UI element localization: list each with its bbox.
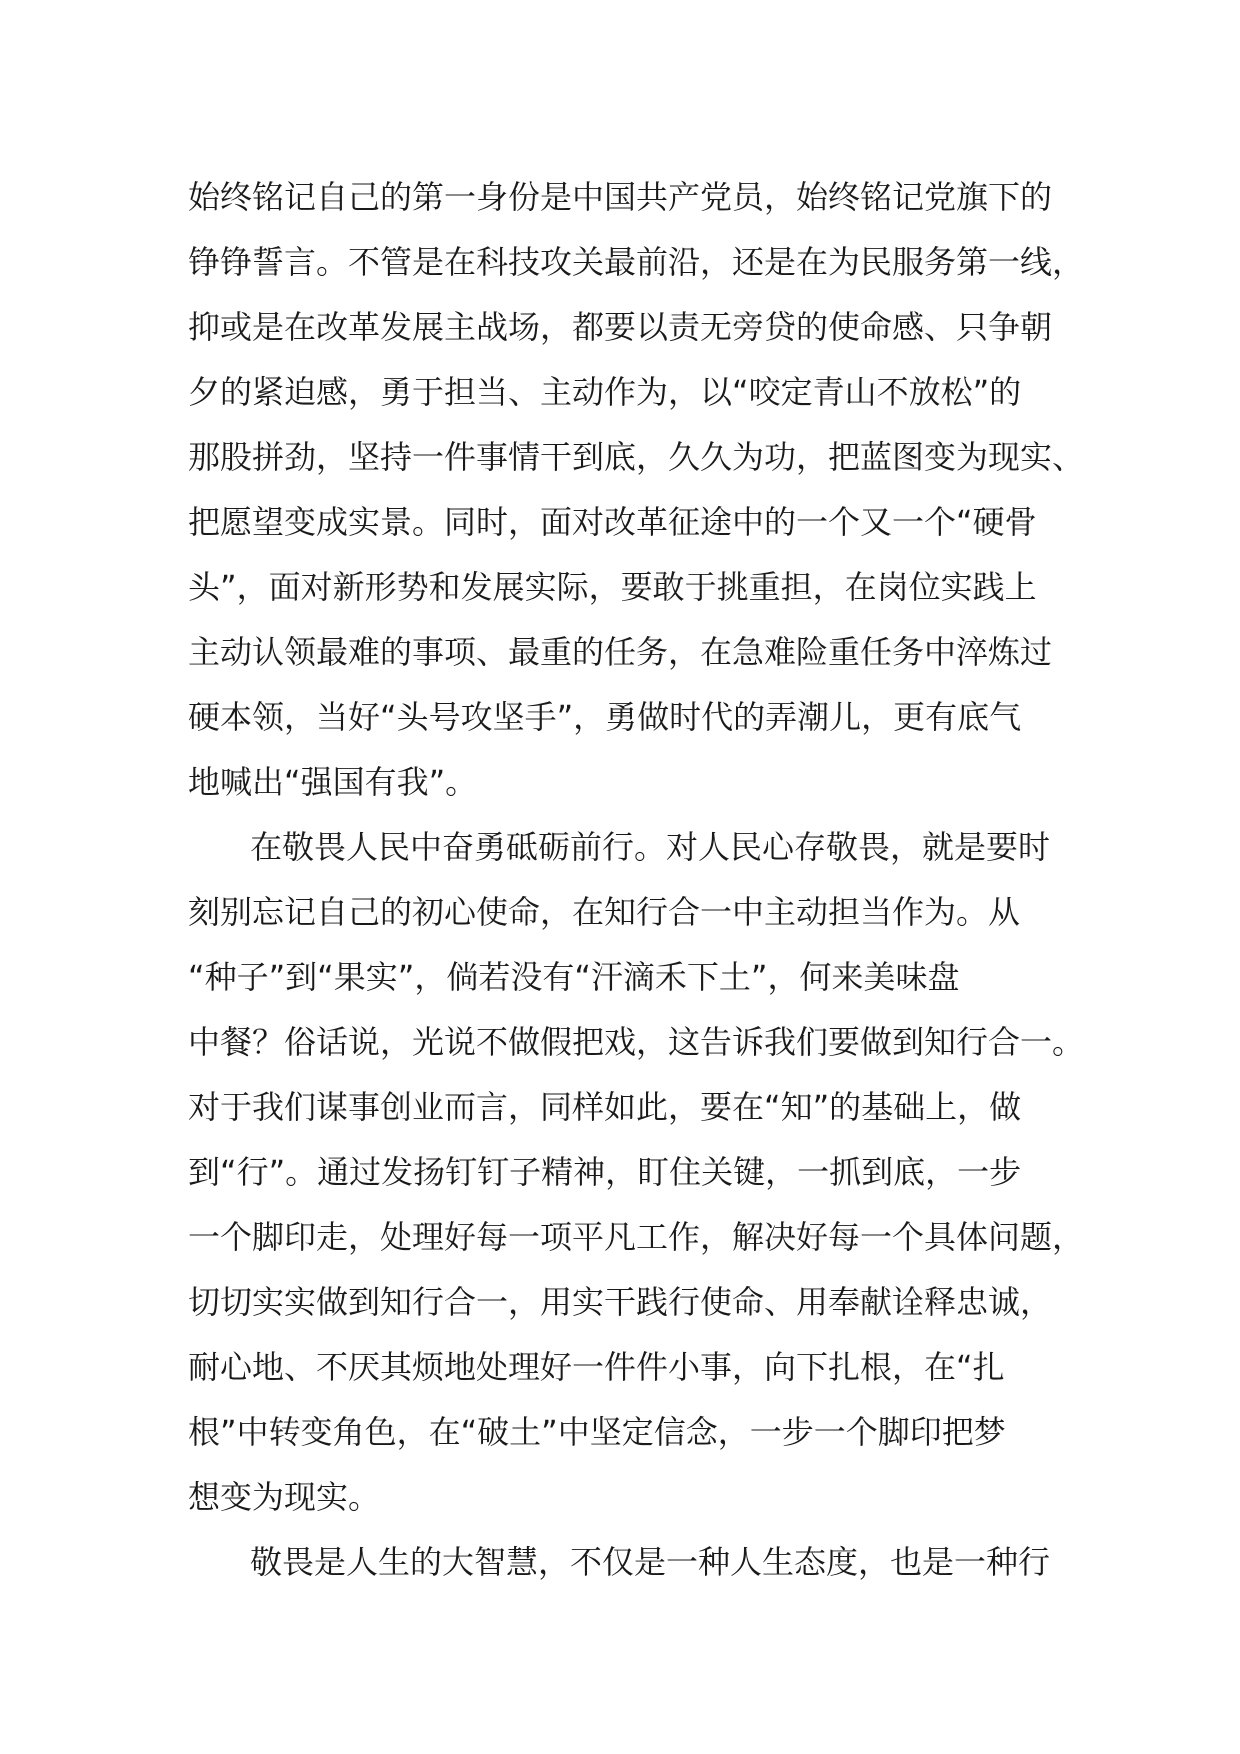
text-line: 想变为现实。 (188, 1478, 381, 1516)
text-line: 那股拼劲，坚持一件事情干到底，久久为功，把蓝图变为现实、 (188, 438, 1085, 476)
text-line: 中餐？俗话说，光说不做假把戏，这告诉我们要做到知行合一。 (188, 1023, 1085, 1061)
paragraph (188, 165, 1088, 815)
text-line: 把愿望变成实景。同时，面对改革征途中的一个又一个“硬骨 (188, 503, 1037, 541)
text-line: 始终铭记自己的第一身份是中国共产党员，始终铭记党旗下的 (188, 178, 1053, 216)
text-line: 主动认领最难的事项、最重的任务，在急难险重任务中淬炼过 (188, 633, 1053, 671)
text-line: 耐心地、不厌其烦地处理好一件件小事，向下扎根，在“扎 (188, 1348, 1005, 1386)
text-line: 铮铮誓言。不管是在科技攻关最前沿，还是在为民服务第一线， (188, 243, 1085, 281)
text-line: 到“行”。通过发扬钉钉子精神，盯住关键，一抓到底，一步 (188, 1153, 1022, 1191)
text-line: 夕的紧迫感，勇于担当、主动作为，以“咬定青山不放松”的 (188, 373, 1022, 411)
text-line: 一个脚印走，处理好每一项平凡工作，解决好每一个具体问题， (188, 1218, 1085, 1256)
text-line: 在敬畏人民中奋勇砥砺前行。对人民心存敬畏，就是要时 (250, 828, 1051, 866)
body-text (188, 165, 1088, 1595)
text-line: 刻别忘记自己的初心使命，在知行合一中主动担当作为。从 (188, 893, 1021, 931)
paragraph (188, 815, 1088, 1530)
text-line: 地喊出“强国有我”。 (188, 763, 478, 801)
paragraph (188, 1530, 1088, 1595)
text-line: 切切实实做到知行合一，用实干践行使命、用奉献诠释忠诚， (188, 1283, 1053, 1321)
text-line: 根”中转变角色，在“破土”中坚定信念，一步一个脚印把梦 (188, 1413, 1006, 1451)
text-line: 对于我们谋事创业而言，同样如此，要在“知”的基础上，做 (188, 1088, 1022, 1126)
text-line: 抑或是在改革发展主战场，都要以责无旁贷的使命感、只争朝 (188, 308, 1053, 346)
text-line: 头”，面对新形势和发展实际，要敢于挑重担，在岗位实践上 (188, 568, 1037, 606)
text-line: “种子”到“果实”，倘若没有“汗滴禾下土”，何来美味盘 (188, 958, 960, 996)
text-line: 敬畏是人生的大智慧，不仅是一种人生态度，也是一种行 (250, 1543, 1051, 1581)
text-line: 硬本领，当好“头号攻坚手”，勇做时代的弄潮儿，更有底气 (188, 698, 1022, 736)
